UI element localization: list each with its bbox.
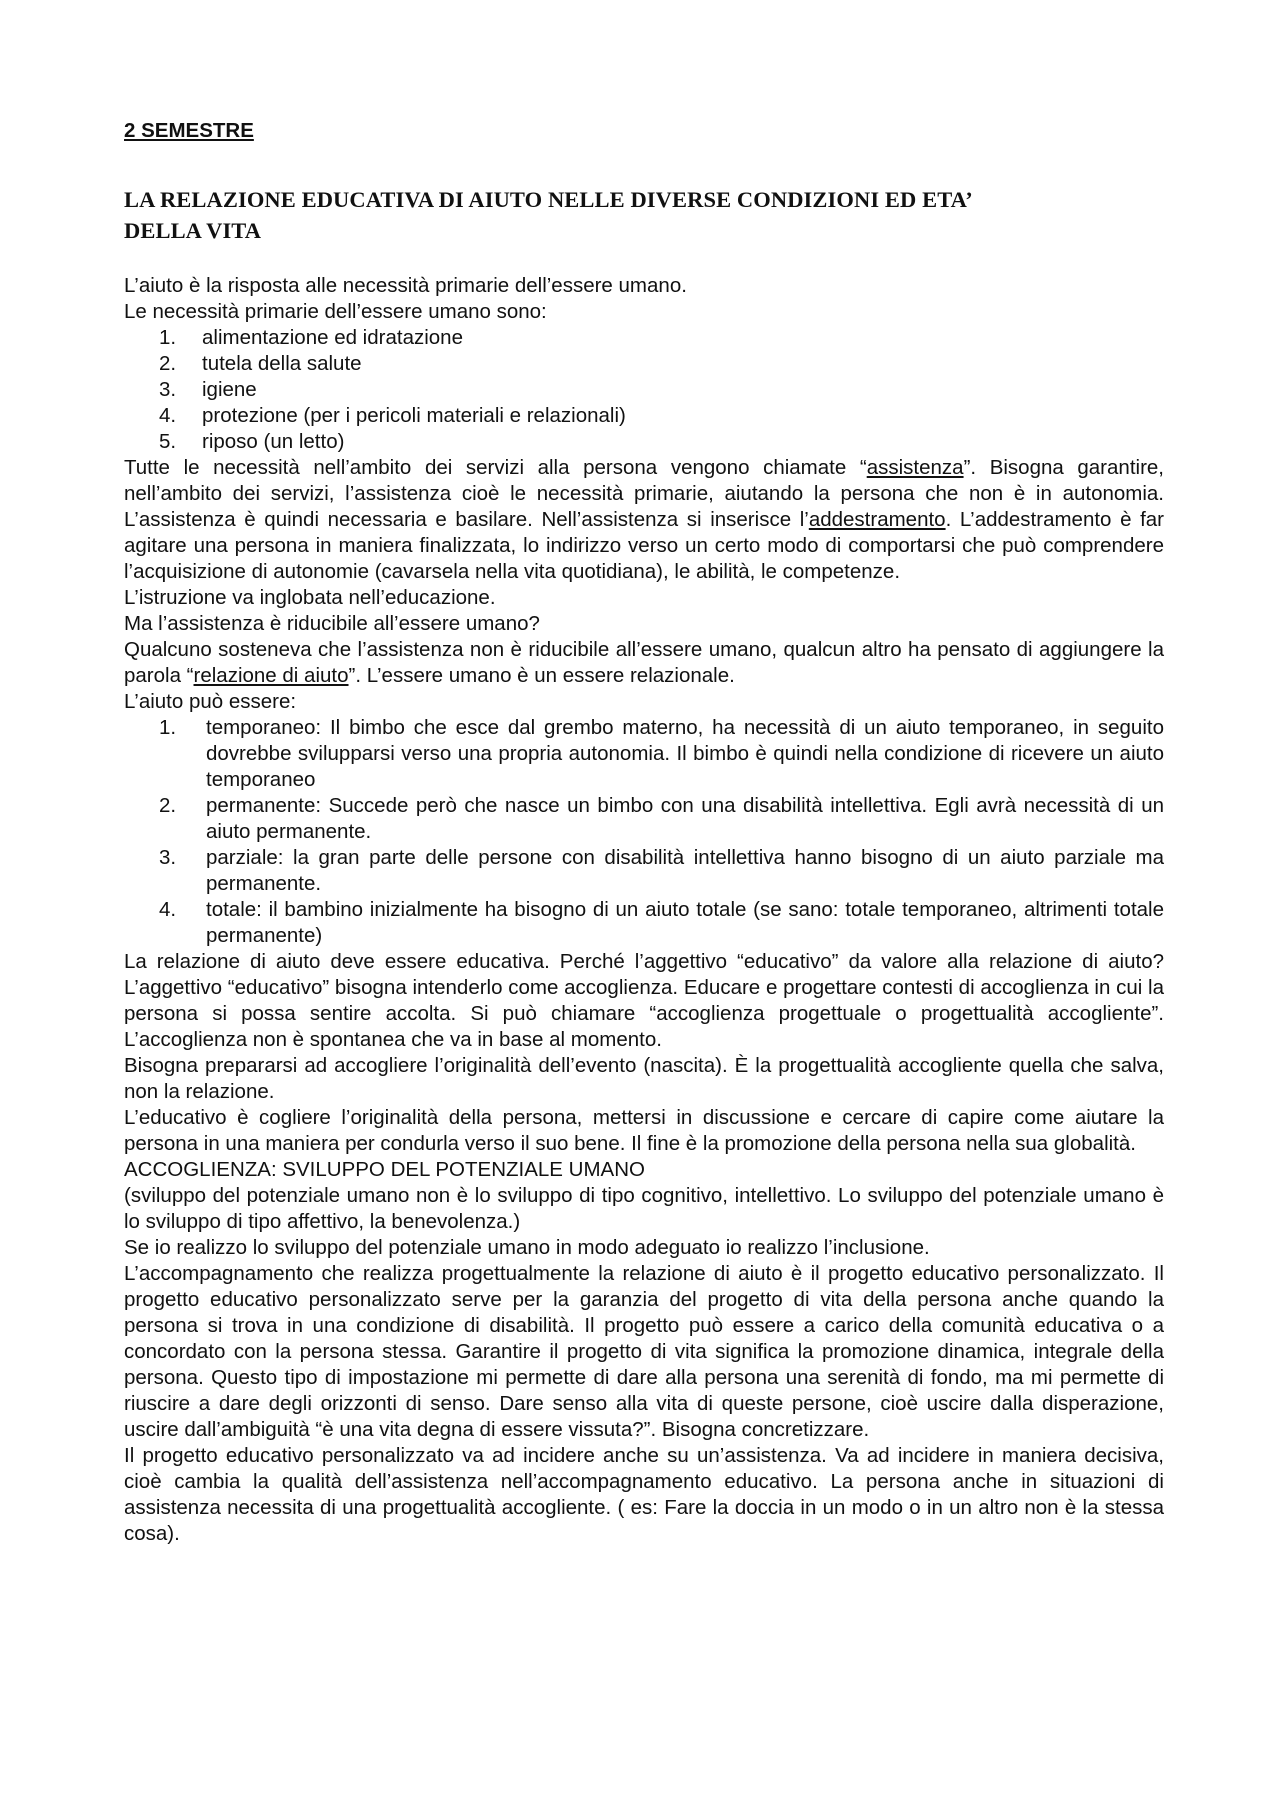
list-number: 4. xyxy=(159,404,177,427)
list-number: 1. xyxy=(159,716,177,739)
body-paragraph: Bisogna prepararsi ad accogliere l’originalità dell’evento (nascita). È la progettualità accogliente quella che salva, non la relazione. xyxy=(124,1054,1164,1103)
list-number: 3. xyxy=(159,378,177,401)
document-page xyxy=(124,118,1164,1547)
list-item xyxy=(124,325,1164,351)
list-item-text: totale: il bambino inizialmente ha bisogno di un aiuto totale (se sano: totale temporaneo, altrimenti totale permanente) xyxy=(206,898,1164,947)
list-item xyxy=(124,429,1164,455)
list-item-text: igiene xyxy=(202,378,257,401)
needs-list xyxy=(124,325,1164,455)
intro-paragraph: L’aiuto è la risposta alle necessità primarie dell’essere umano. xyxy=(124,274,687,297)
body-paragraph: L’educativo è cogliere l’originalità della persona, mettersi in discussione e cercare di capire come aiutare la persona in una maniera per condurla verso il suo bene. Il fine è la promozione della persona nella sua globalità. xyxy=(124,1106,1164,1155)
list-item-text: alimentazione ed idratazione xyxy=(202,326,463,349)
text-run: ”. Bisogna garantire, nell’ambito dei servizi, l’assistenza cioè le necessità primarie, aiutando la persona che non è in autonomia. L’assistenza è quindi necessaria e basilare. Nell’assistenza si inserisce l’ xyxy=(124,456,1164,531)
list-number: 1. xyxy=(159,326,177,349)
text-run: Qualcuno sosteneva che l’assistenza non è riducibile all’essere umano, qualcun altro ha pensato di aggiungere la parola “ xyxy=(124,638,1164,687)
list-item xyxy=(124,351,1164,377)
section-subheading: ACCOGLIENZA: SVILUPPO DEL POTENZIALE UMANO xyxy=(124,1158,645,1181)
aid-types-list xyxy=(124,715,1164,949)
list-item xyxy=(124,845,1164,897)
body-paragraph: La relazione di aiuto deve essere educativa. Perché l’aggettivo “educativo” da valore alla relazione di aiuto? L’aggettivo “educativo” bisogna intenderlo come accoglienza. Educare e progettare contesti di accoglienza in cui la persona si possa sentire accolta. Si può chiamare “accoglienza progettuale o progettualità accogliente”. L’accoglienza non è spontanea che va in base al momento. xyxy=(124,950,1164,1051)
list-number: 5. xyxy=(159,430,177,453)
body-paragraph: Se io realizzo lo sviluppo del potenziale umano in modo adeguato io realizzo l’inclusione. xyxy=(124,1236,930,1259)
list-number: 2. xyxy=(159,352,177,375)
relazione-paragraph xyxy=(124,637,1164,689)
intro-paragraph: Le necessità primarie dell’essere umano sono: xyxy=(124,300,547,323)
body-paragraph: L’accompagnamento che realizza progettualmente la relazione di aiuto è il progetto educativo personalizzato. Il progetto educativo personalizzato serve per la garanzia del progetto di vita della persona anche quando la persona si trova in una condizione di disabilità. Il progetto può essere a carico della comunità educativa o a concordato con la persona stessa. Garantire il progetto di vita significa la promozione dinamica, integrale della persona. Questo tipo di impostazione mi permette di dare alla persona una serenità di fondo, ma mi permette di riuscire a dare degli orizzonti di senso. Dare senso alla vita di queste persone, cioè uscire dalla disperazione, uscire dall’ambiguità “è una vita degna di essere vissuta?”. Bisogna concretizzare. xyxy=(124,1262,1164,1441)
body-paragraph: Ma l’assistenza è riducibile all’essere umano? xyxy=(124,612,540,635)
list-number: 4. xyxy=(159,898,177,921)
body-paragraph: L’istruzione va inglobata nell’educazione. xyxy=(124,586,496,609)
list-item xyxy=(124,793,1164,845)
list-item xyxy=(124,377,1164,403)
underlined-term: addestramento xyxy=(808,508,946,531)
assistenza-paragraph xyxy=(124,455,1164,585)
list-item-text: protezione (per i pericoli materiali e relazionali) xyxy=(202,404,626,427)
list-item-text: permanente: Succede però che nasce un bimbo con una disabilità intellettiva. Egli avrà necessità di un aiuto permanente. xyxy=(206,794,1164,843)
list-item xyxy=(124,897,1164,949)
list-item-text: temporaneo: Il bimbo che esce dal grembo materno, ha necessità di un aiuto temporaneo, in seguito dovrebbe svilupparsi verso una propria autonomia. Il bimbo è quindi nella condizione di ricevere un aiuto temporaneo xyxy=(206,716,1164,791)
text-run: . L’addestramento è far agitare una persona in maniera finalizzata, lo indirizzo verso un certo modo di comportarsi che può comprendere l’acquisizione di autonomie (cavarsela nella vita quotidiana), le abilità, le competenze. xyxy=(124,508,1164,583)
underlined-term: relazione di aiuto xyxy=(193,664,349,687)
list-number: 2. xyxy=(159,794,177,817)
text-run: ”. L’essere umano è un essere relazionale. xyxy=(348,664,735,687)
list-item-text: tutela della salute xyxy=(202,352,362,375)
title-line-1: LA RELAZIONE EDUCATIVA DI AIUTO NELLE DIVERSE CONDIZIONI ED ETA’ xyxy=(124,187,973,212)
list-item xyxy=(124,715,1164,793)
underlined-term: assistenza xyxy=(866,456,964,479)
list-item-text: parziale: la gran parte delle persone con disabilità intellettiva hanno bisogno di un aiuto parziale ma permanente. xyxy=(206,846,1164,895)
title-line-2: DELLA VITA xyxy=(124,218,262,243)
list-number: 3. xyxy=(159,846,177,869)
body-paragraph: L’aiuto può essere: xyxy=(124,690,297,713)
body-paragraph: (sviluppo del potenziale umano non è lo sviluppo di tipo cognitivo, intellettivo. Lo sviluppo del potenziale umano è lo sviluppo di tipo affettivo, la benevolenza.) xyxy=(124,1184,1164,1233)
text-run: Tutte le necessità nell’ambito dei servizi alla persona vengono chiamate “ xyxy=(124,456,867,479)
body-paragraph: Il progetto educativo personalizzato va ad incidere anche su un’assistenza. Va ad incidere in maniera decisiva, cioè cambia la qualità dell’assistenza nell’accompagnamento educativo. La persona anche in situazioni di assistenza necessita di una progettualità accogliente. ( es: Fare la doccia in un modo o in un altro non è la stessa cosa). xyxy=(124,1444,1164,1545)
list-item xyxy=(124,403,1164,429)
semester-heading: 2 SEMESTRE xyxy=(124,119,254,142)
document-title xyxy=(124,184,1164,246)
list-item-text: riposo (un letto) xyxy=(202,430,345,453)
